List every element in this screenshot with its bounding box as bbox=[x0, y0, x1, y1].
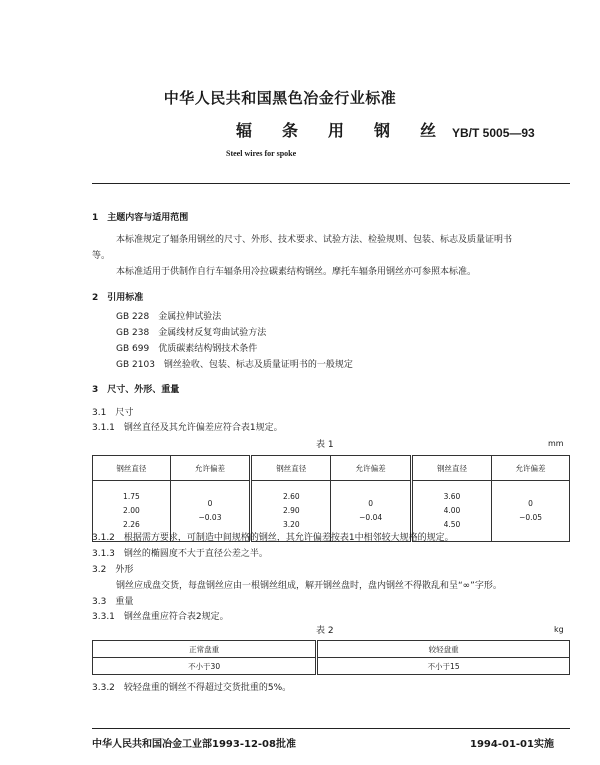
diameter-value: 3.60 bbox=[443, 492, 461, 501]
clause-3-2-text: 钢丝应成盘交货，每盘钢丝应由一根钢丝组成，解开钢丝盘时，盘内钢丝不得散乱和呈“∞”字形。 bbox=[116, 581, 502, 591]
diameter-value: 4.50 bbox=[443, 520, 461, 529]
clause-3-1-1: 3.1.1 钢丝直径及其允许偏差应符合表1规定。 bbox=[92, 423, 283, 433]
section-1-para-1: 本标准规定了辐条用钢丝的尺寸、外形、技术要求、试验方法、检验规则、包装、标志及质量证明书 bbox=[116, 235, 513, 245]
diameter-value: 2.90 bbox=[282, 506, 300, 515]
tolerance-upper: 0 bbox=[528, 499, 533, 508]
clause-3-3-2: 3.3.2 较轻盘重的钢丝不得超过交货批重的5%。 bbox=[92, 683, 292, 693]
section-2-heading: 2 引用标准 bbox=[92, 293, 144, 303]
diameter-value: 3.20 bbox=[282, 520, 300, 529]
clause-3-1-3: 3.1.3 钢丝的椭圆度不大于直径公差之半。 bbox=[92, 549, 268, 559]
section-3-heading: 3 尺寸、外形、重量 bbox=[92, 385, 180, 395]
clause-3-1: 3.1 尺寸 bbox=[92, 408, 134, 418]
table-cell: 不小于15 bbox=[317, 658, 570, 675]
table-header: 钢丝直径 bbox=[93, 456, 171, 481]
table-header: 正常盘重 bbox=[93, 641, 317, 658]
clause-3-2: 3.2 外形 bbox=[92, 565, 134, 575]
tolerance-lower: −0.03 bbox=[198, 513, 222, 522]
table-header: 钢丝直径 bbox=[251, 456, 331, 481]
reference-item: GB 238 金属线材反复弯曲试验方法 bbox=[116, 328, 267, 338]
table-header: 钢丝直径 bbox=[411, 456, 491, 481]
tolerance-lower: −0.05 bbox=[519, 513, 543, 522]
table-1 bbox=[92, 455, 570, 542]
table-cell: 不小于30 bbox=[93, 658, 317, 675]
tolerance-cell bbox=[492, 481, 570, 542]
table-header: 允许偏差 bbox=[170, 456, 250, 481]
clause-3-3: 3.3 重量 bbox=[92, 597, 134, 607]
tolerance-lower: −0.04 bbox=[359, 513, 383, 522]
diameter-value: 2.60 bbox=[282, 492, 300, 501]
diameter-value: 4.00 bbox=[443, 506, 461, 515]
approval-line: 中华人民共和国冶金工业部1993-12-08批准 bbox=[92, 739, 296, 750]
table-header: 允许偏差 bbox=[492, 456, 570, 481]
diameter-value: 2.26 bbox=[123, 520, 140, 529]
tolerance-upper: 0 bbox=[368, 499, 374, 508]
reference-item: GB 699 优质碳素结构钢技术条件 bbox=[116, 344, 258, 354]
table-header: 较轻盘重 bbox=[317, 641, 570, 658]
footer-divider bbox=[92, 728, 570, 729]
section-1-para-1-cont: 等。 bbox=[92, 251, 111, 261]
table-2 bbox=[92, 640, 570, 675]
table-2-unit: kg bbox=[554, 625, 564, 634]
table-header: 允许偏差 bbox=[331, 456, 411, 481]
diameter-value: 1.75 bbox=[123, 492, 140, 501]
section-1-heading: 1 主题内容与适用范围 bbox=[92, 213, 189, 223]
clause-3-1-2: 3.1.2 根据需方要求，可制造中间规格的钢丝，其允许偏差按表1中相邻较大规格的规定。 bbox=[92, 533, 454, 543]
reference-item: GB 2103 钢丝验收、包装、标志及质量证明书的一般规定 bbox=[116, 360, 353, 370]
effective-date: 1994-01-01实施 bbox=[470, 739, 554, 750]
standard-code: YB/T 5005—93 bbox=[452, 126, 535, 140]
standard-category-title: 中华人民共和国黑色冶金行业标准 bbox=[163, 89, 397, 107]
header-divider bbox=[92, 183, 570, 184]
clause-3-3-1: 3.3.1 钢丝盘重应符合表2规定。 bbox=[92, 612, 229, 622]
diameter-value: 2.00 bbox=[123, 506, 140, 515]
reference-item: GB 228 金属拉伸试验法 bbox=[116, 312, 222, 322]
table-2-caption: 表 2 bbox=[316, 626, 334, 636]
section-1-para-2: 本标准适用于供制作自行车辐条用冷拉碳素结构钢丝。摩托车辐条用钢丝亦可参照本标准。 bbox=[116, 267, 477, 277]
document-title: 辐条用钢丝 bbox=[236, 121, 467, 140]
tolerance-upper: 0 bbox=[207, 499, 213, 508]
english-title: Steel wires for spoke bbox=[226, 149, 297, 158]
table-1-caption: 表 1 bbox=[316, 440, 334, 450]
table-1-unit: mm bbox=[548, 439, 564, 448]
